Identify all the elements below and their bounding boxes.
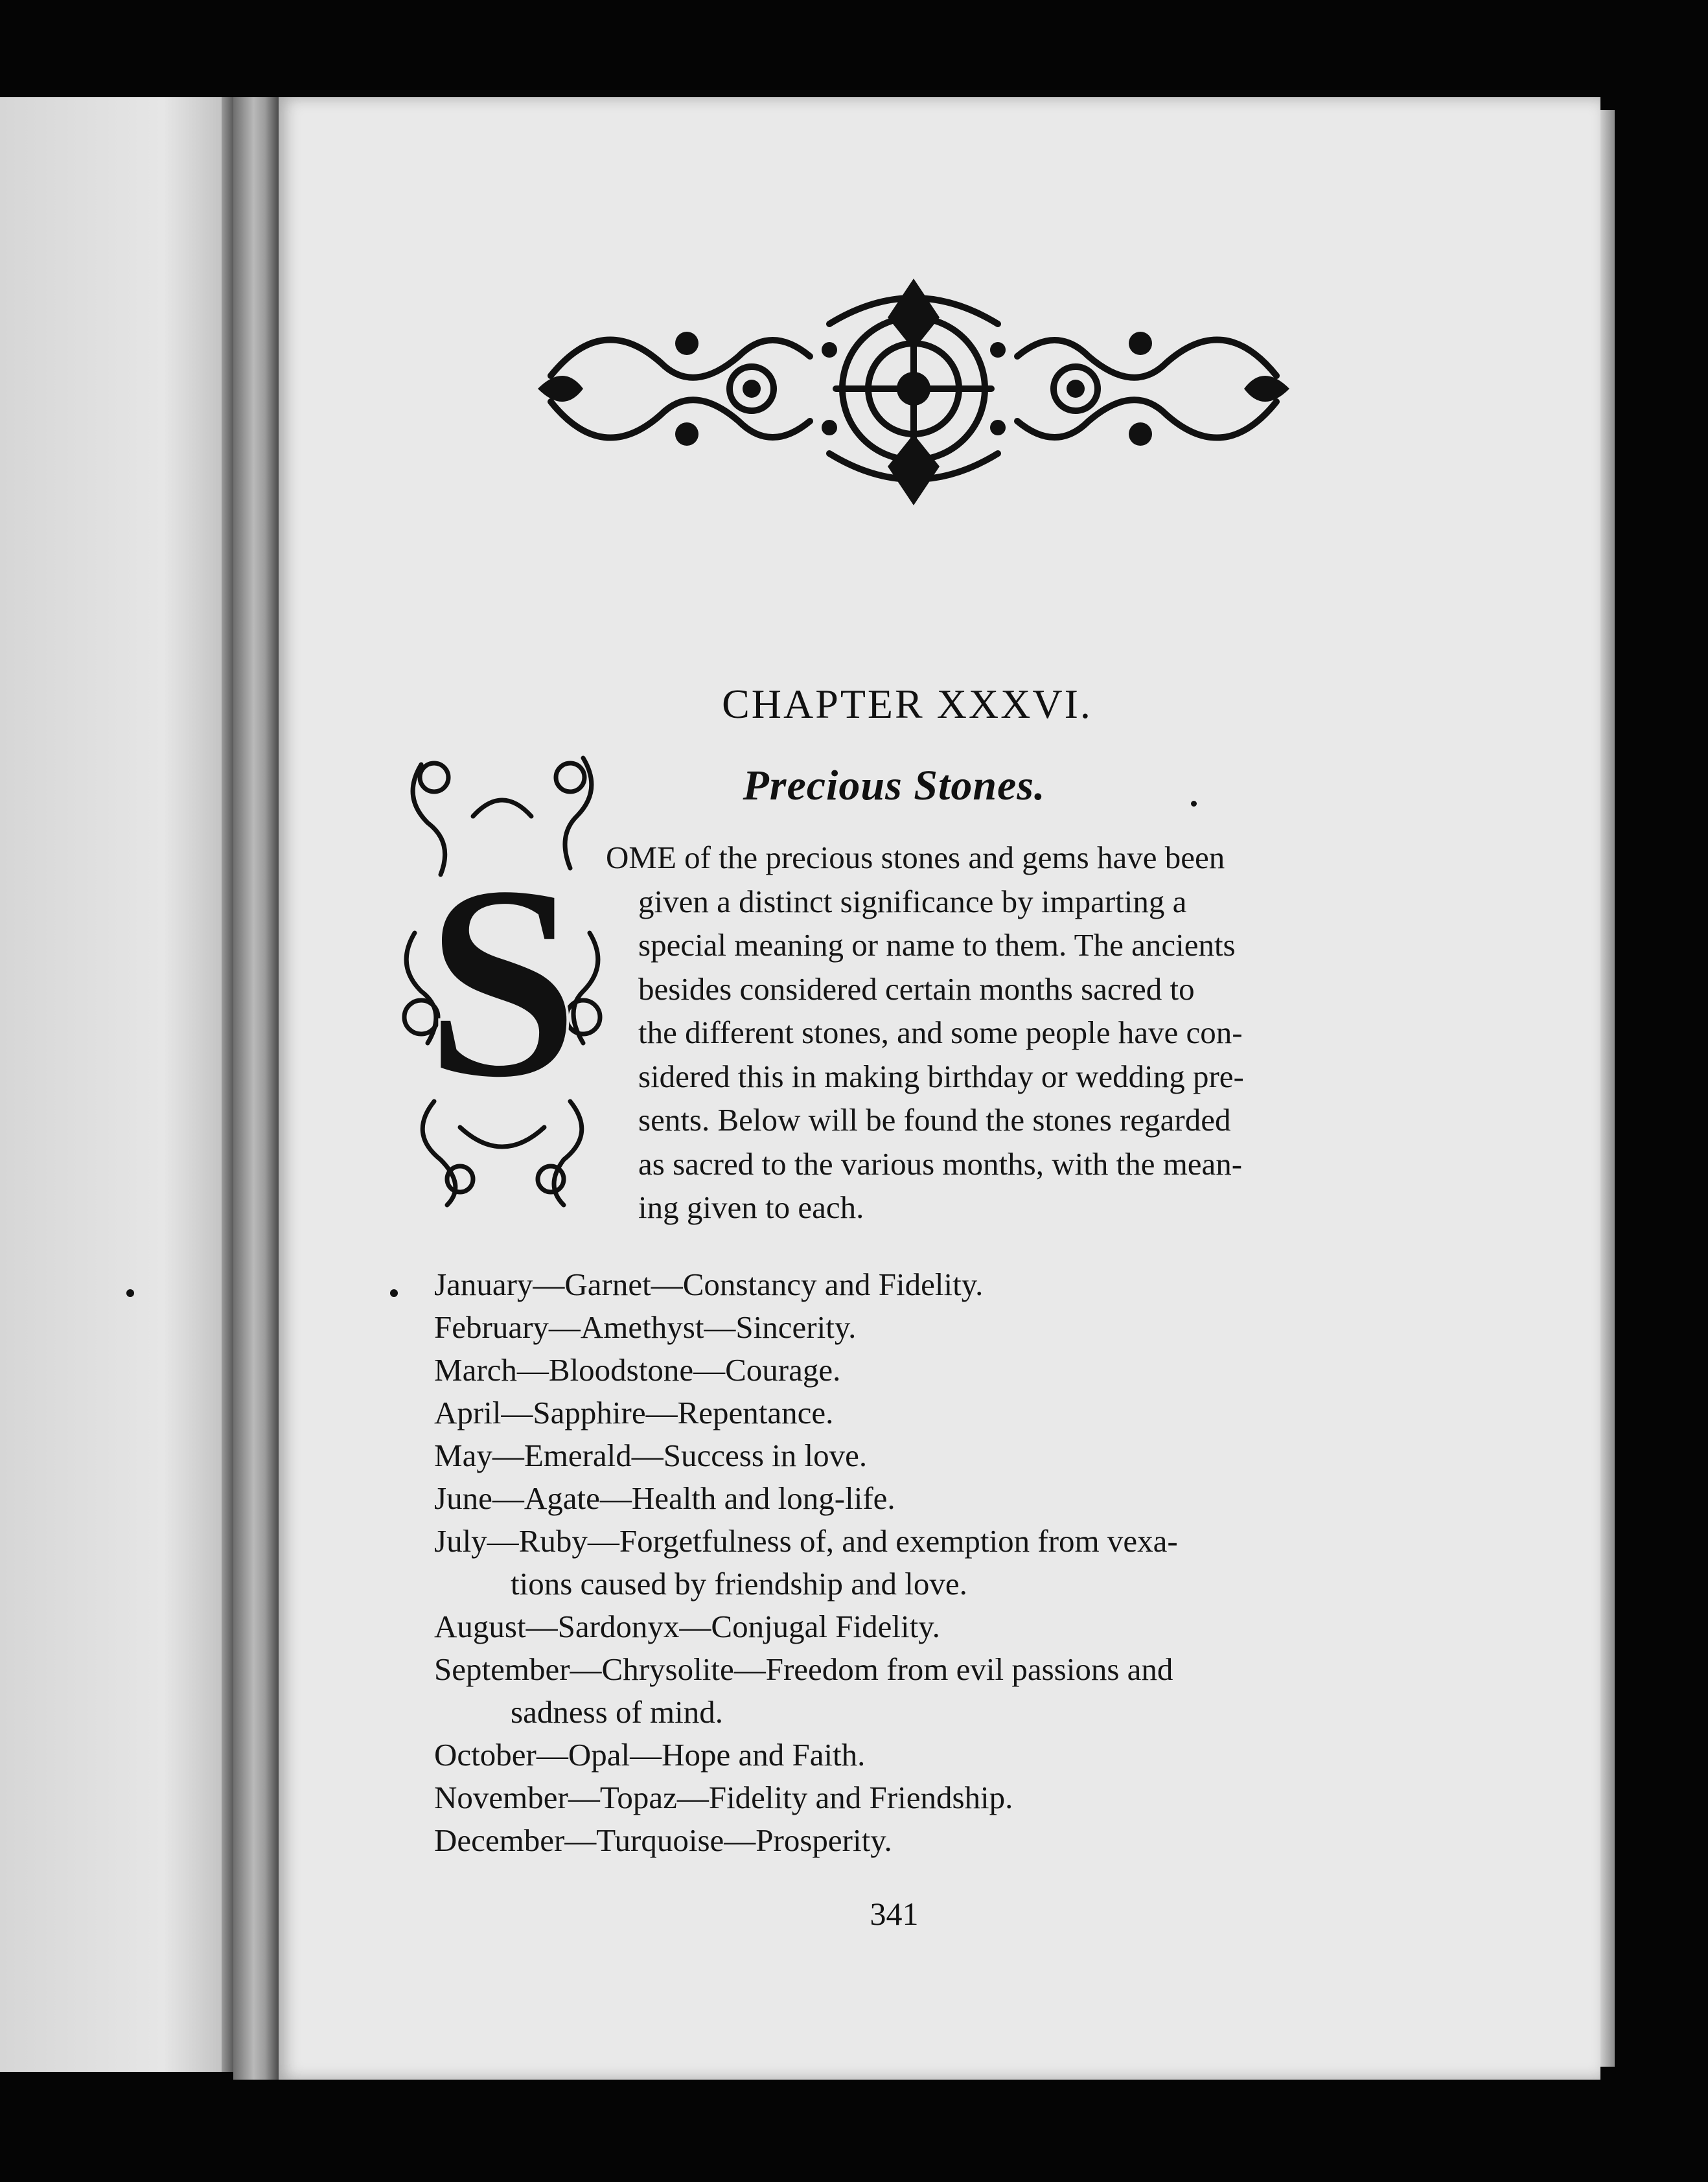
month-entry-continuation: tions caused by friendship and love. (511, 1566, 967, 1602)
month-entry-text: April—Sapphire—Repentance. (434, 1395, 834, 1430)
month-entry-text: March—Bloodstone—Courage. (434, 1352, 841, 1388)
month-entry (434, 1263, 1393, 1306)
intro-line: sidered this in making birthday or wedding pre- (638, 1058, 1244, 1094)
month-entry-text: June—Agate—Health and long-life. (434, 1480, 895, 1516)
ornament-headpiece (525, 272, 1302, 512)
month-entry-text: October—Opal—Hope and Faith. (434, 1737, 866, 1773)
month-entry (434, 1819, 1393, 1862)
birthstone-list (434, 1263, 1393, 1862)
intro-line: as sacred to the various months, with the mean- (638, 1145, 1243, 1182)
dropcap-letter: S (424, 828, 580, 1136)
month-entry (434, 1477, 1393, 1520)
month-entry (434, 1392, 1393, 1434)
intro-line: the different stones, and some people have con- (638, 1015, 1243, 1050)
month-entry-text: September—Chrysolite—Freedom from evil passions and (434, 1651, 1173, 1687)
month-entry-text: May—Emerald—Success in love. (434, 1438, 868, 1473)
page-number: 341 (870, 1896, 919, 1932)
page-rim (1600, 110, 1615, 2067)
facing-page (0, 97, 233, 2072)
month-entry (434, 1776, 1393, 1819)
month-entry-continuation: sadness of mind. (511, 1694, 723, 1730)
bullet-mark (390, 1289, 398, 1297)
intro-line: special meaning or name to them. The ancients (638, 927, 1236, 963)
month-entry (434, 1648, 1393, 1734)
month-entry-text: July—Ruby—Forgetfulness of, and exemption from vexa- (434, 1523, 1178, 1559)
chapter-title: CHAPTER XXXVI. (722, 681, 1092, 727)
speck-mark (1191, 801, 1197, 807)
book-gutter (233, 97, 279, 2080)
month-entry-text: December—Turquoise—Prosperity. (434, 1822, 892, 1858)
month-entry-text: January—Garnet—Constancy and Fidelity. (434, 1267, 984, 1302)
intro-line: ing given to each. (638, 1189, 864, 1225)
intro-line: OME of the precious stones and gems have been (606, 840, 1225, 875)
section-title: Precious Stones. (743, 762, 1046, 809)
month-entry-text: February—Amethyst—Sincerity. (434, 1309, 857, 1345)
month-entry (434, 1306, 1393, 1349)
month-entry-text: August—Sardonyx—Conjugal Fidelity. (434, 1609, 940, 1644)
intro-line: given a distinct significance by imparting a (638, 883, 1187, 919)
speck-mark (126, 1289, 134, 1297)
month-entry (434, 1605, 1393, 1648)
intro-line: besides considered certain months sacred to (638, 970, 1195, 1007)
month-entry-text: November—Topaz—Fidelity and Friendship. (434, 1780, 1013, 1815)
month-entry (434, 1734, 1393, 1776)
month-entry (434, 1520, 1393, 1605)
intro-line: sents. Below will be found the stones regarded (638, 1102, 1231, 1138)
month-entry (434, 1434, 1393, 1477)
illuminated-dropcap (395, 739, 609, 1212)
facing-page-edge (222, 97, 233, 2072)
month-entry (434, 1349, 1393, 1392)
